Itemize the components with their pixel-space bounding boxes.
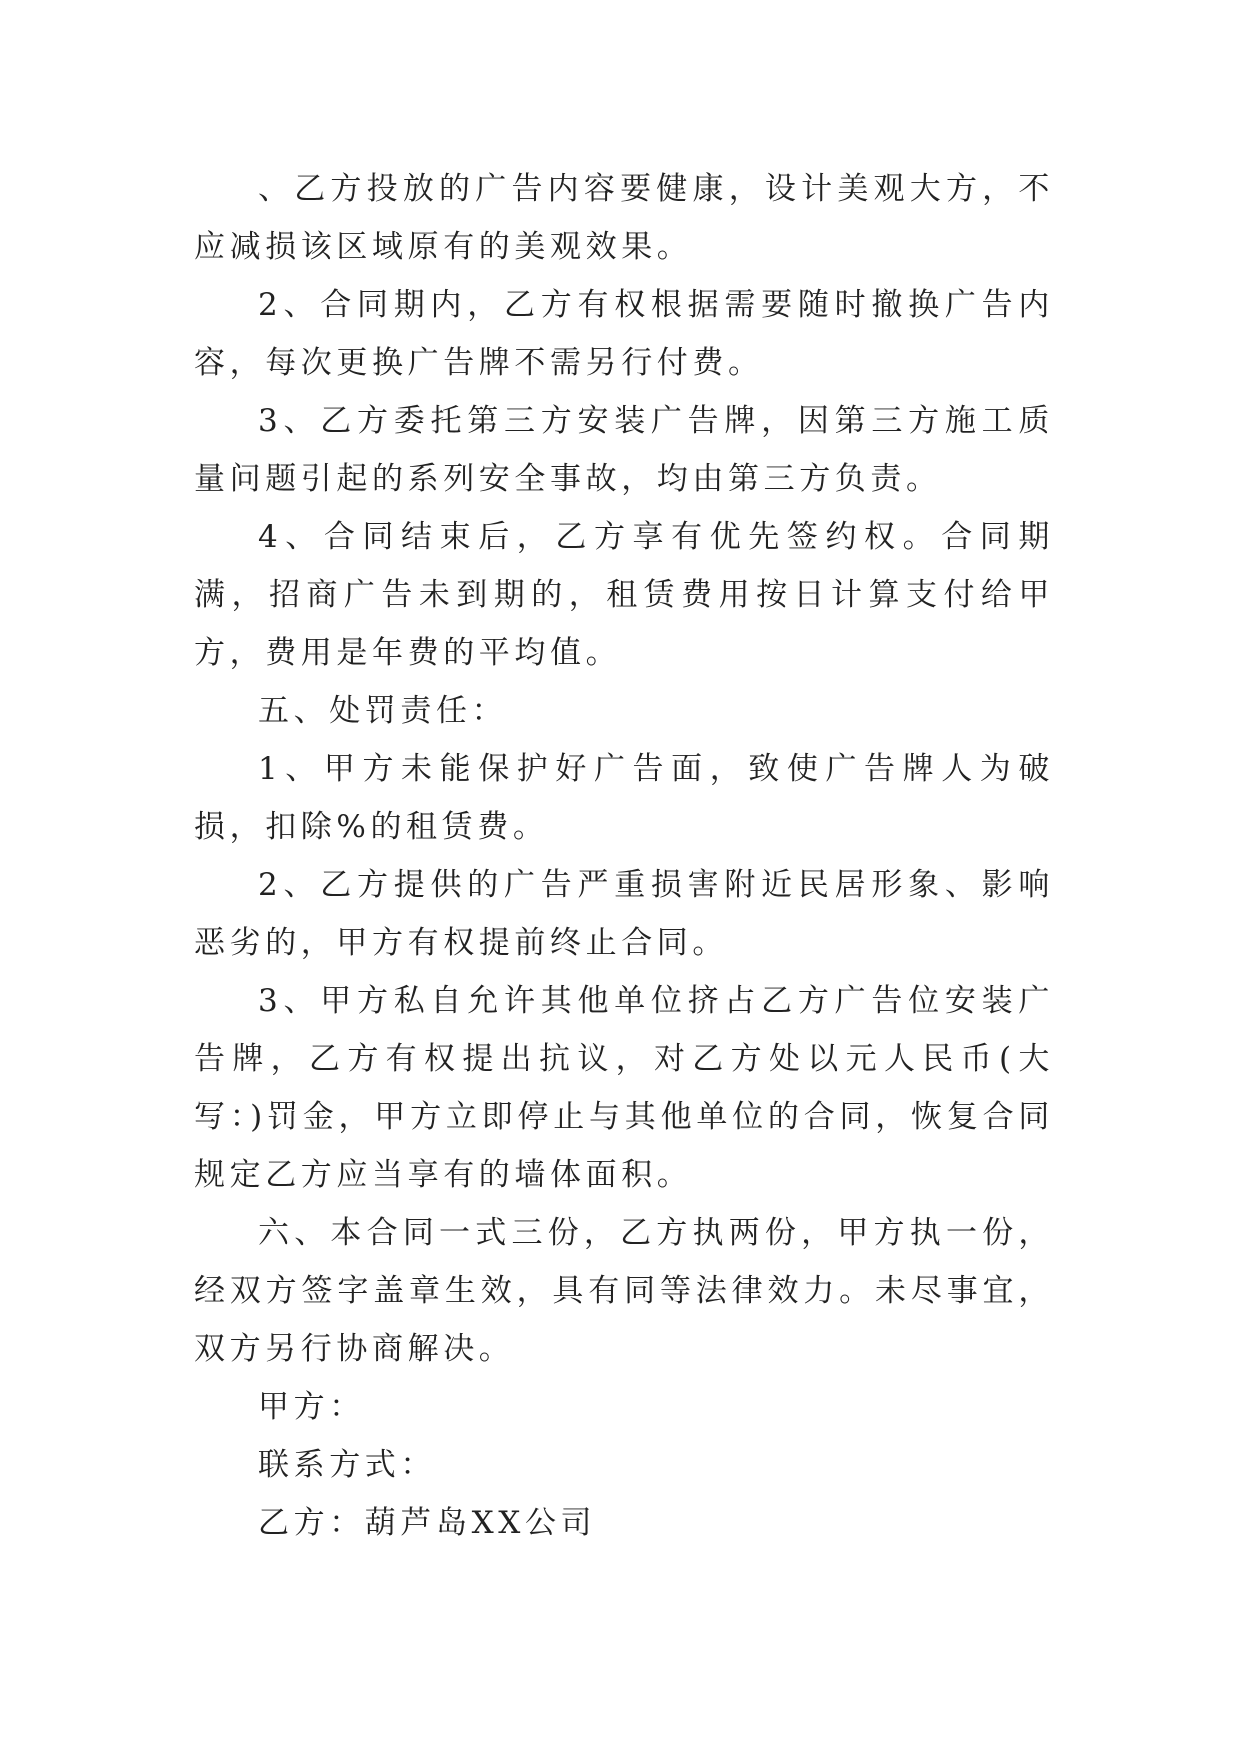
signature-party-a: 甲方： xyxy=(258,1389,365,1425)
signature-party-b: 乙方：葫芦岛XX公司 xyxy=(258,1505,597,1541)
document-body xyxy=(194,160,1054,1552)
paragraph-penalty-1: 1、甲方未能保护好广告面，致使广告牌人为破损，扣除%的租赁费。 xyxy=(194,751,1054,845)
paragraph-ad-content-requirement: 、乙方投放的广告内容要健康，设计美观大方，不应减损该区域原有的美观效果。 xyxy=(194,171,1054,265)
signature-contact: 联系方式： xyxy=(258,1447,436,1483)
section-heading-penalties: 五、处罚责任： xyxy=(258,693,508,729)
paragraph-penalty-3: 3、甲方私自允许其他单位挤占乙方广告位安装广告牌，乙方有权提出抗议，对乙方处以元人民币(大写：)罚金，甲方立即停止与其他单位的合同，恢复合同规定乙方应当享有的墙体面积。 xyxy=(194,983,1054,1193)
paragraph-clause-3-third-party: 3、乙方委托第三方安装广告牌，因第三方施工质量问题引起的系列安全事故，均由第三方负责。 xyxy=(194,403,1054,497)
paragraph-clause-4-renewal: 4、合同结束后，乙方享有优先签约权。合同期满，招商广告未到期的，租赁费用按日计算支付给甲方，费用是年费的平均值。 xyxy=(194,519,1054,671)
paragraph-penalty-2: 2、乙方提供的广告严重损害附近民居形象、影响恶劣的，甲方有权提前终止合同。 xyxy=(194,867,1054,961)
paragraph-copies-clause: 六、本合同一式三份，乙方执两份，甲方执一份，经双方签字盖章生效，具有同等法律效力。未尽事宜，双方另行协商解决。 xyxy=(194,1215,1054,1367)
paragraph-clause-2-ad-replacement: 2、合同期内，乙方有权根据需要随时撤换广告内容，每次更换广告牌不需另行付费。 xyxy=(194,287,1054,381)
